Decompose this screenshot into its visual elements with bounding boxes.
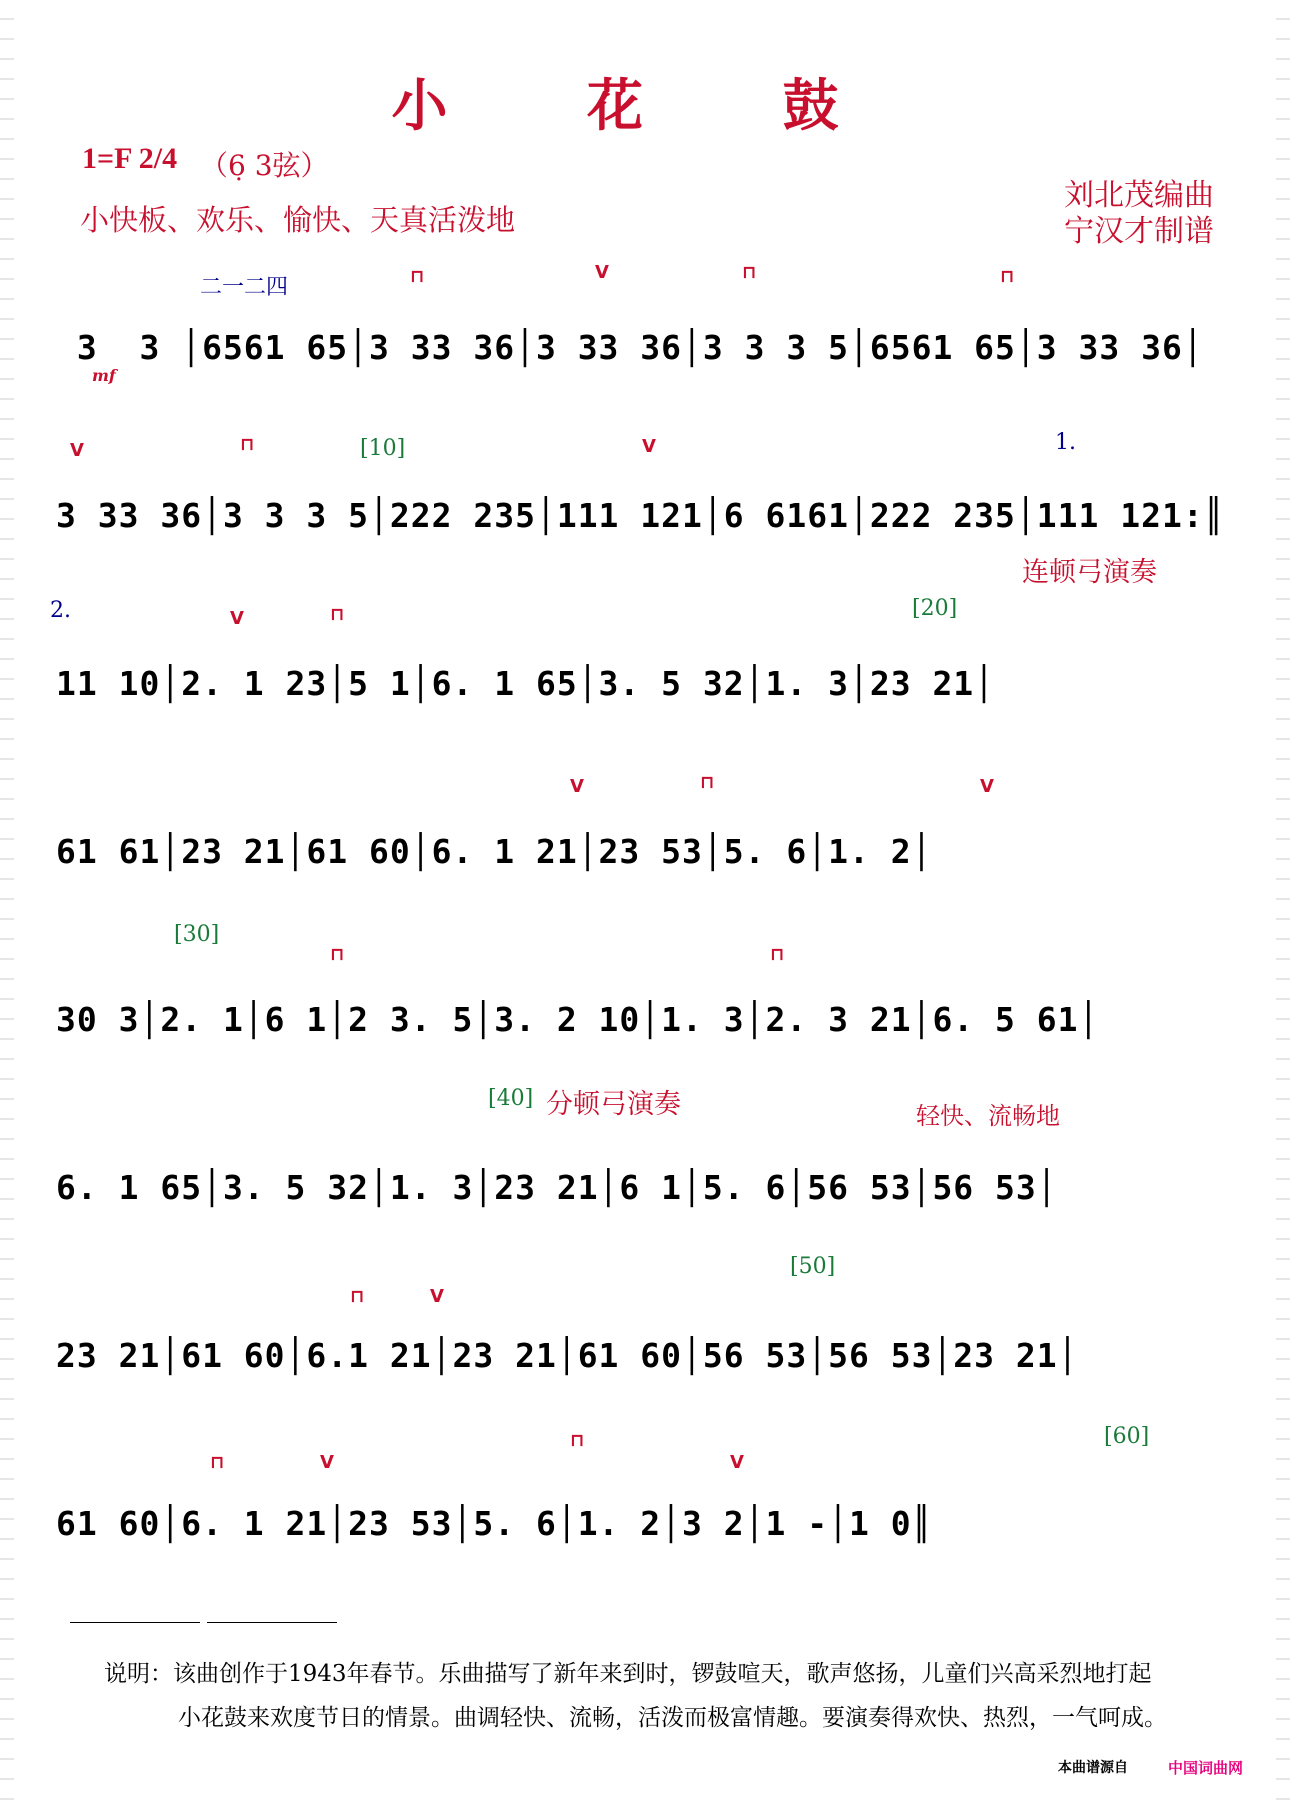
rehearsal-mark: [10] (360, 436, 406, 461)
down-bow-icon: ⊓ (330, 604, 345, 625)
down-bow-icon: ⊓ (1000, 266, 1015, 287)
volta-label: 1. (1055, 430, 1076, 455)
fingering: 二一二四 (200, 275, 289, 300)
left-margin-strip (0, 0, 14, 1804)
up-bow-icon: V (430, 1286, 444, 1307)
right-margin-strip (1276, 0, 1290, 1804)
arranger-credit: 刘北茂编曲 (1064, 178, 1214, 213)
score-row-8 (50, 1424, 1240, 1588)
rehearsal-mark: [60] (1104, 1424, 1150, 1449)
up-bow-icon: V (570, 776, 584, 797)
bowing-instruction: 连顿弓演奏 (1022, 557, 1157, 588)
up-bow-icon: V (230, 608, 244, 629)
notation-line: 30 3│2. 1│6 1│2 3. 5│3. 2 10│1. 3│2. 3 21│6. 5 61│ (56, 1000, 1100, 1039)
score-row-5 (50, 922, 1240, 1084)
down-bow-icon: ⊓ (700, 772, 715, 793)
up-bow-icon: V (595, 262, 609, 283)
down-bow-icon: ⊓ (742, 262, 757, 283)
source-label: 本曲谱源自 (1058, 1760, 1128, 1776)
expression-instruction: 轻快、流畅地 (916, 1102, 1060, 1130)
down-bow-icon: ⊓ (770, 944, 785, 965)
tempo-marking: 小快板、欢乐、愉快、天真活泼地 (80, 203, 516, 237)
down-bow-icon: ⊓ (410, 266, 425, 287)
down-bow-icon: ⊓ (350, 1286, 365, 1307)
explanation (104, 1652, 1254, 1740)
string-tuning: （6̣ 3弦） (200, 149, 329, 182)
explanation-line: 小花鼓来欢度节日的情景。曲调轻快、流畅，活泼而极富情趣。要演奏得欢快、热烈，一气呵成。 (178, 1705, 1167, 1731)
footnote-rule (207, 1622, 337, 1623)
notation-line: 3 3 │6561 65│3 33 36│3 33 36│3 3 3 5│6561 65│3 33 36│ (56, 328, 1204, 367)
rehearsal-mark: [20] (912, 596, 958, 621)
rehearsal-mark: [50] (790, 1254, 836, 1279)
down-bow-icon: ⊓ (570, 1430, 585, 1451)
score-row-4 (50, 766, 1240, 916)
notation-line: 3 33 36│3 3 3 5│222 235│111 121│6 6161│222 235│111 121:║ (56, 496, 1225, 535)
score-row-7 (50, 1254, 1240, 1420)
bowing-instruction: 分顿弓演奏 (546, 1089, 681, 1120)
notation-line: 61 60│6. 1 21│23 53│5. 6│1. 2│3 2│1 -│1 0║ (56, 1504, 933, 1543)
dynamic-mark: mf (92, 366, 116, 385)
notation-line: 11 10│2. 1 23│5 1│6. 1 65│3. 5 32│1. 3│23 21│ (56, 664, 996, 703)
transcriber-credit: 宁汉才制谱 (1064, 214, 1214, 249)
down-bow-icon: ⊓ (330, 944, 345, 965)
score-row-1 (50, 262, 1240, 412)
page-title: 小 花 鼓 (391, 73, 899, 139)
volta-label: 2. (50, 598, 71, 623)
down-bow-icon: ⊓ (210, 1452, 225, 1473)
rehearsal-mark: [40] (488, 1086, 534, 1111)
score-row-6 (50, 1086, 1240, 1252)
source-site-link[interactable]: 中国词曲网 (1168, 1759, 1244, 1777)
up-bow-icon: V (980, 776, 994, 797)
up-bow-icon: V (730, 1452, 744, 1473)
up-bow-icon: V (642, 436, 656, 457)
up-bow-icon: V (320, 1452, 334, 1473)
up-bow-icon: V (70, 440, 84, 461)
notation-line: 6. 1 65│3. 5 32│1. 3│23 21│6 1│5. 6│56 53│56 53│ (56, 1168, 1058, 1207)
notation-line: 23 21│61 60│6.1 21│23 21│61 60│56 53│56 53│23 21│ (56, 1336, 1079, 1375)
rehearsal-mark: [30] (174, 922, 220, 947)
explanation-line: 说明：该曲创作于1943年春节。乐曲描写了新年来到时，锣鼓喧天，歌声悠扬，儿童们兴高采烈地打起 (104, 1661, 1152, 1687)
footnote-rule (70, 1622, 200, 1623)
key-signature: 1=F 2/4 (82, 142, 178, 175)
down-bow-icon: ⊓ (240, 434, 255, 455)
notation-line: 61 61│23 21│61 60│6. 1 21│23 53│5. 6│1. 2│ (56, 832, 933, 871)
score-row-3 (50, 557, 1240, 748)
